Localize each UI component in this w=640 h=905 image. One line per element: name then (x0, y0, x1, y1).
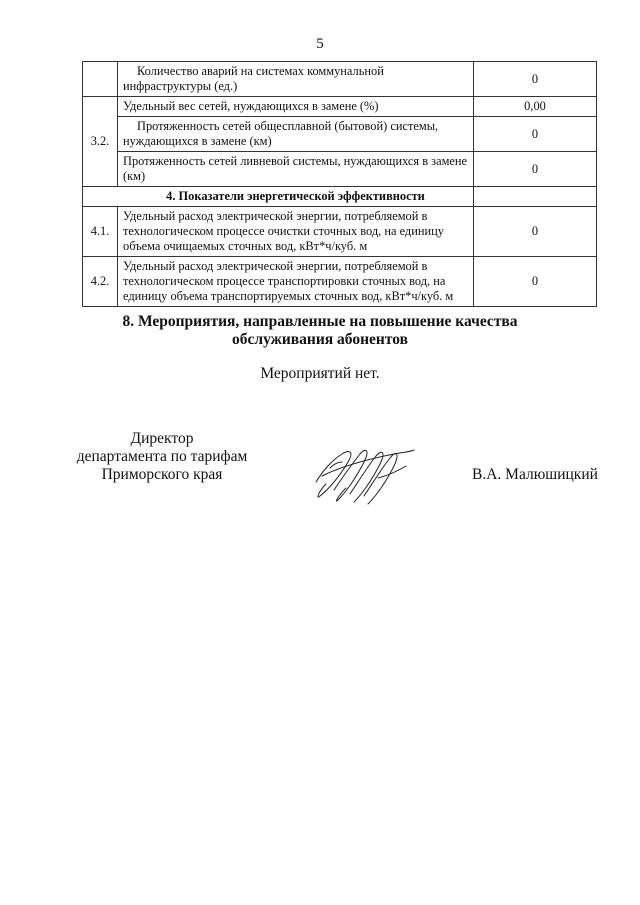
handwritten-signature (308, 438, 418, 508)
table-row (83, 152, 597, 187)
row-description: Протяженность сетей ливневой системы, нуждающихся в замене (км) (118, 152, 474, 187)
page-number: 5 (316, 36, 324, 52)
row-value: 0 (474, 152, 597, 187)
row-description: Удельный вес сетей, нуждающихся в замене (%) (118, 97, 474, 117)
row-description: Удельный расход электрической энергии, потребляемой в технологическом процессе очистки сточных вод, на единицу объема очищаемых сточных вод, кВт*ч/куб. м (118, 207, 474, 257)
section-empty-cell (474, 187, 597, 207)
row-number: 4.1. (83, 207, 118, 257)
signatory-title (62, 430, 262, 484)
table-row (83, 97, 597, 117)
section-title: 4. Показатели энергетической эффективности (83, 187, 474, 207)
row-value: 0 (474, 207, 597, 257)
table-row (83, 207, 597, 257)
signatory-title-line: департамента по тарифам (76, 448, 248, 465)
row-description: Удельный расход электрической энергии, потребляемой в технологическом процессе транспортировки сточных вод, на единицу объема транспортируемых сточных вод, кВт*ч/куб. м (118, 257, 474, 307)
row-value: 0 (474, 117, 597, 152)
section-8-heading (0, 313, 640, 349)
signatory-title-line: Приморского края (101, 466, 223, 483)
row-value: 0 (474, 62, 597, 97)
table-row (83, 257, 597, 307)
signatory-title-line: Директор (130, 430, 194, 447)
row-value: 0,00 (474, 97, 597, 117)
indicators-table (82, 61, 597, 307)
signer-name: В.А. Малюшицкий (472, 466, 598, 483)
table-section-row (83, 187, 597, 207)
row-description: Количество аварий на системах коммунальной инфраструктуры (ед.) (118, 62, 474, 97)
table-row (83, 117, 597, 152)
row-number: 4.2. (83, 257, 118, 307)
table-row (83, 62, 597, 97)
row-number: 3.2. (83, 97, 118, 187)
row-description: Протяженность сетей общесплавной (бытовой) системы, нуждающихся в замене (км) (118, 117, 474, 152)
section-8-heading-line: 8. Мероприятия, направленные на повышение качества (122, 313, 518, 330)
row-value: 0 (474, 257, 597, 307)
section-8-heading-line: обслуживания абонентов (232, 331, 408, 348)
section-8-body: Мероприятий нет. (260, 365, 380, 382)
row-number (83, 62, 118, 97)
